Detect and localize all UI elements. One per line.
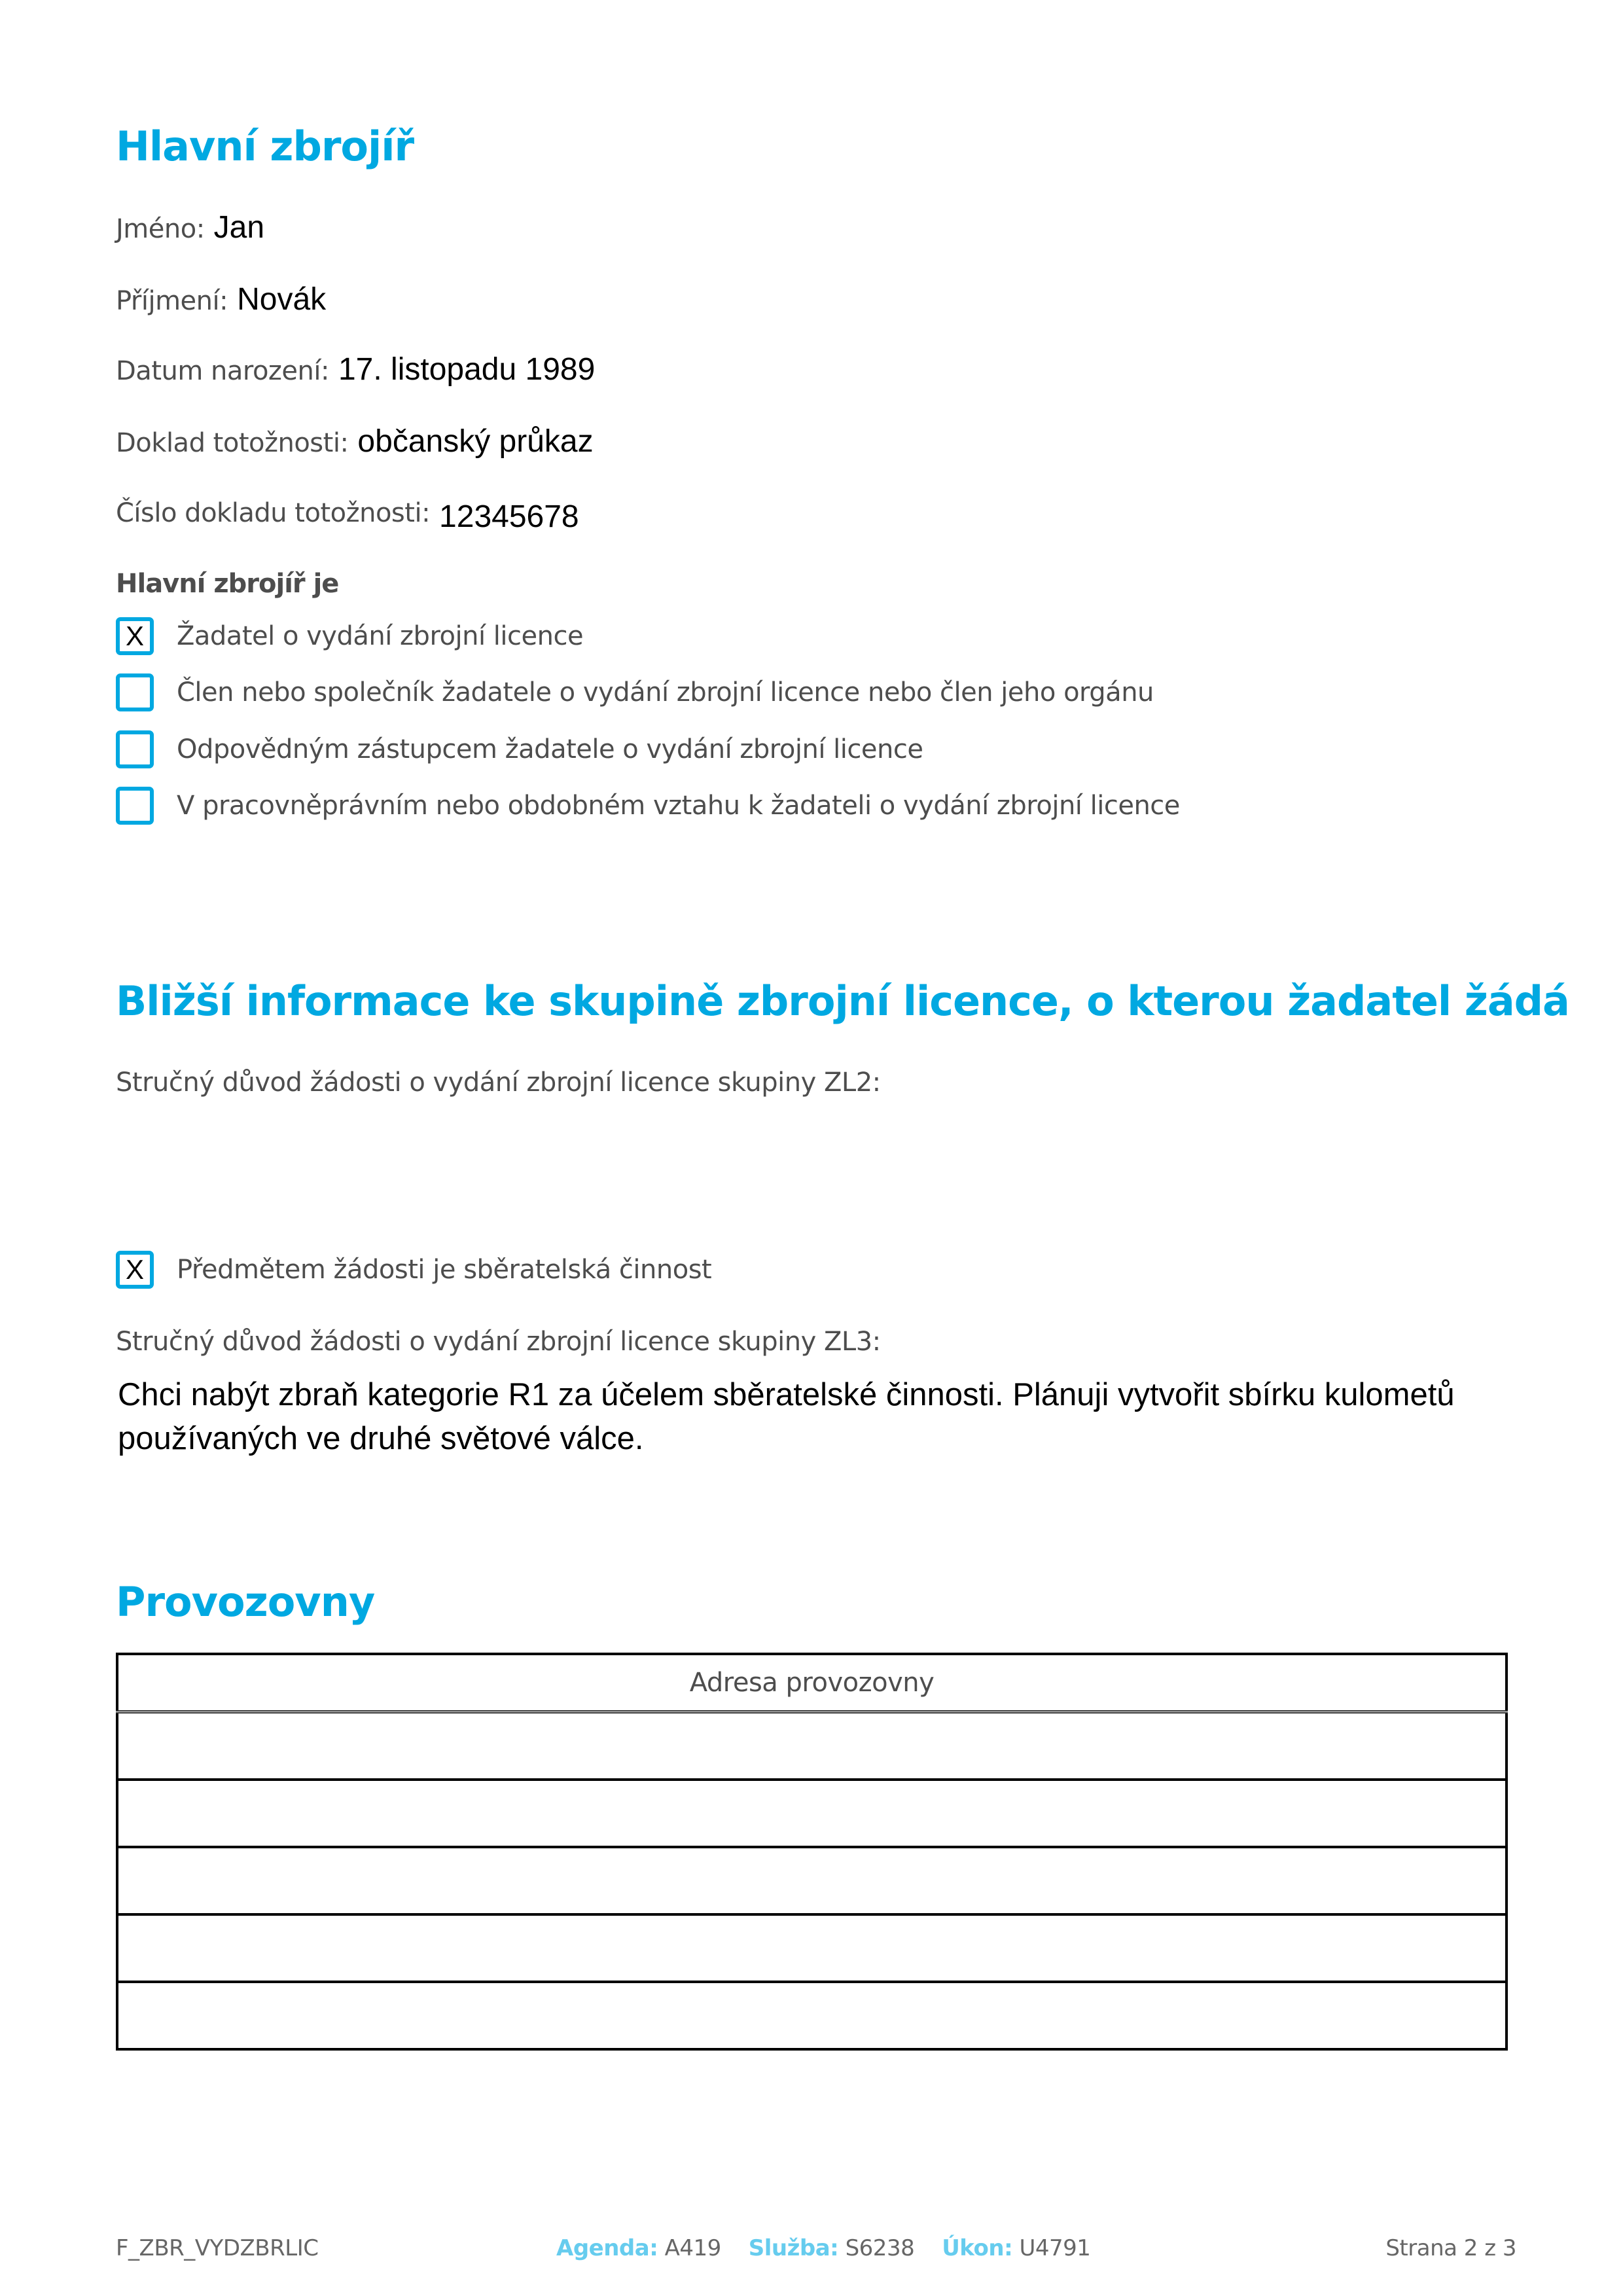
field-first-name: [116, 208, 264, 247]
zl2-reason-value[interactable]: [118, 1113, 1512, 1191]
zl2-reason-label: Stručný důvod žádosti o vydání zbrojní licence skupiny ZL2:: [116, 1067, 881, 1098]
zl3-reason-value[interactable]: Chci nabýt zbraň kategorie R1 za účelem sběratelské činnosti. Plánuji vytvořit sbírku kulometů používaných ve druhé světové válce.: [118, 1377, 1455, 1456]
checkbox-label: Odpovědným zástupcem žadatele o vydání zbrojní licence: [177, 734, 923, 764]
footer-page-number: Strana 2 z 3: [1385, 2235, 1516, 2261]
field-id-document: [116, 422, 594, 461]
address-cell[interactable]: [117, 1847, 1507, 1914]
field-birth-date: [116, 350, 595, 389]
column-header-address: Adresa provozovny: [117, 1654, 1507, 1712]
checkbox-label: Předmětem žádosti je sběratelská činnost: [177, 1255, 712, 1285]
section-title-group: Bližší informace ke skupině zbrojní licence, o kterou žadatel žádá: [116, 977, 1569, 1025]
table-row: [117, 1982, 1507, 2049]
premises-table: [116, 1653, 1508, 2051]
field-label: Příjmení:: [116, 286, 228, 316]
field-id-number: [116, 492, 579, 534]
field-label: Datum narození:: [116, 356, 329, 386]
footer-action-label: Úkon:: [942, 2235, 1013, 2261]
footer-action-value: U4791: [1019, 2235, 1091, 2261]
footer-agenda-label: Agenda:: [556, 2235, 658, 2261]
table-row: [117, 1914, 1507, 1982]
role-option-representative[interactable]: [116, 730, 923, 768]
footer-service-value: S6238: [845, 2235, 915, 2261]
field-label: Jméno:: [116, 214, 205, 244]
checkbox-label: Člen nebo společník žadatele o vydání zbrojní licence nebo člen jeho orgánu: [177, 677, 1154, 708]
role-heading: Hlavní zbrojíř je: [116, 569, 339, 599]
field-label: Číslo dokladu totožnosti:: [116, 498, 431, 528]
field-label: Doklad totožnosti:: [116, 428, 349, 458]
checkbox[interactable]: [116, 673, 154, 711]
footer-codes: [556, 2232, 1090, 2265]
field-last-name: [116, 280, 326, 319]
section-title-premises: Provozovny: [116, 1578, 375, 1626]
address-cell[interactable]: [117, 1712, 1507, 1780]
footer-service-label: Služba:: [748, 2235, 839, 2261]
checkbox[interactable]: X: [116, 617, 154, 655]
role-option-employee[interactable]: [116, 787, 1180, 825]
field-value[interactable]: 17. listopadu 1989: [338, 352, 596, 387]
footer-agenda-value: A419: [664, 2235, 721, 2261]
collector-option[interactable]: [116, 1251, 711, 1289]
checkbox-label: V pracovněprávním nebo obdobném vztahu k žadateli o vydání zbrojní licence: [177, 791, 1180, 821]
field-value[interactable]: Jan: [213, 210, 265, 245]
table-row: [117, 1712, 1507, 1780]
field-value[interactable]: Novák: [237, 282, 327, 317]
footer-form-code: F_ZBR_VYDZBRLIC: [116, 2235, 319, 2261]
checkbox[interactable]: [116, 730, 154, 768]
table-row: [117, 1780, 1507, 1847]
role-option-applicant[interactable]: [116, 617, 583, 655]
role-option-member[interactable]: [116, 673, 1154, 711]
address-cell[interactable]: [117, 1982, 1507, 2049]
zl3-reason-label: Stručný důvod žádosti o vydání zbrojní licence skupiny ZL3:: [116, 1327, 881, 1357]
section-title-chief: Hlavní zbrojíř: [116, 122, 414, 170]
field-value[interactable]: 12345678: [439, 499, 579, 534]
checkbox[interactable]: X: [116, 1251, 154, 1289]
field-value[interactable]: občanský průkaz: [357, 424, 594, 459]
table-row: [117, 1847, 1507, 1914]
checkbox-label: Žadatel o vydání zbrojní licence: [177, 621, 584, 651]
address-cell[interactable]: [117, 1914, 1507, 1982]
address-cell[interactable]: [117, 1780, 1507, 1847]
checkbox[interactable]: [116, 787, 154, 825]
